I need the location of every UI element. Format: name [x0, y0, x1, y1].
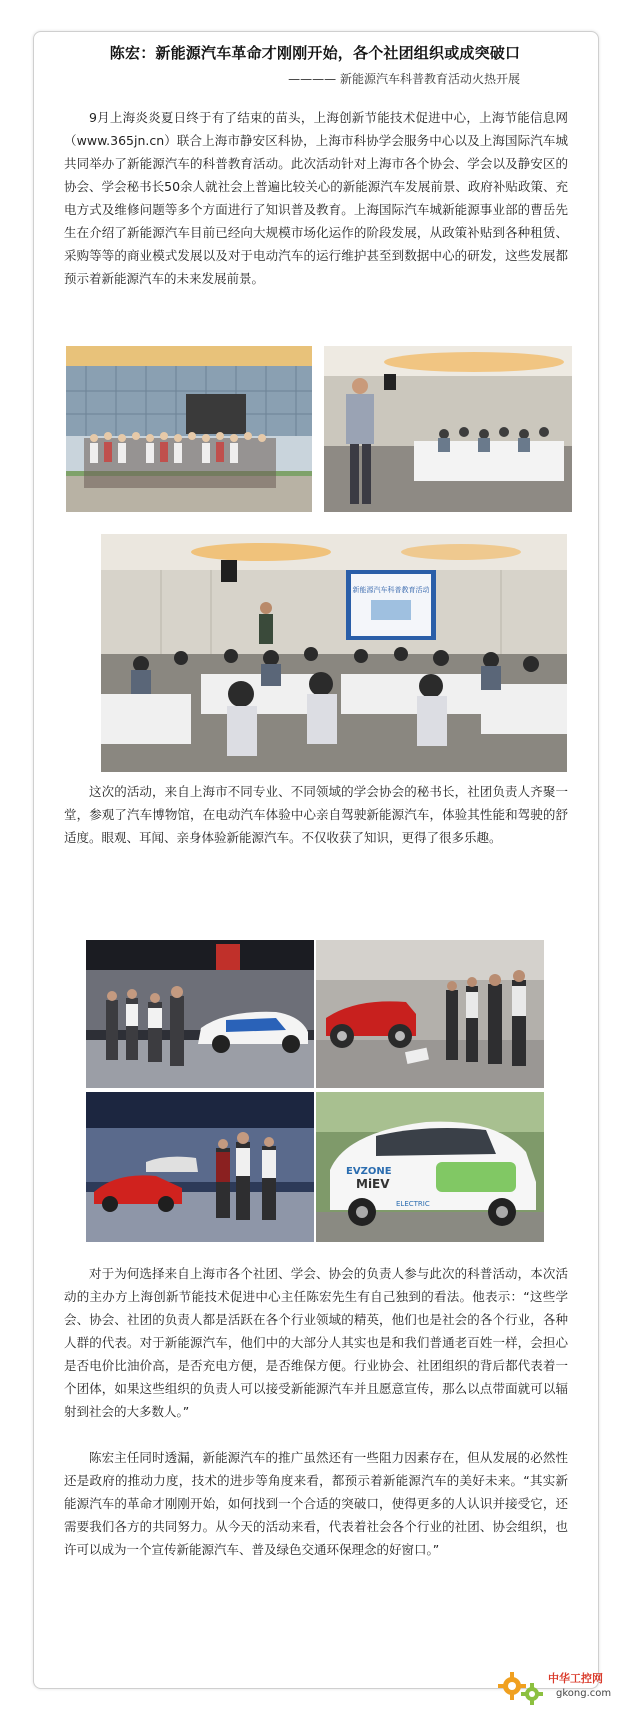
vintage-red-car-photo [316, 940, 544, 1088]
paragraph-interview: 对于为何选择来自上海市各个社团、学会、协会的负责人参与此次的科普活动，本次活动的主办方上海创新节能技术促进中心主任陈宏先生有自己独到的看法。他表示：“这些学会、协会、社团的负责人都是活跃在各个行业领域的精英，他们也是社会的各个行业，各种人群的代表。对于新能源汽车，他们中的大部分人其实也是和我们普通老百姓一样，会担心是否电价比油价高，是否充电方便，是否维保方便。行业协会、社团组织的背后都代表着一个团体，如果这些组织的负责人可以接受新能源汽车并且愿意宣传，那么以点带面就可以辐射到社会的大多数人。” [64, 1266, 568, 1419]
car-model-text: MiEV [356, 1177, 390, 1191]
watermark-url: gkong.com [556, 1688, 612, 1699]
article-subtitle: ———— 新能源汽车科普教育活动火热开展 [288, 72, 520, 86]
seminar-speaker-photo [324, 346, 572, 512]
paragraph-outlook: 陈宏主任同时透漏，新能源汽车的推广虽然还有一些阻力因素存在，但从发展的必然性还是政府的推动力度，技术的进步等角度来看，都预示着新能源汽车的美好未来。“其实新能源汽车的革命才刚刚开始，如何找到一个合适的突破口，使得更多的人认识并接受它，还需要我们各方的共同努力。从今天的活动来看，代表着社会各个行业的社团、协会组织，也许可以成为一个宣传新能源汽车、普及绿色交通环保理念的好窗口。” [64, 1450, 568, 1557]
watermark-name: 中华工控网 [548, 1672, 603, 1685]
slide-title: 新能源汽车科普教育活动 [352, 586, 430, 594]
paragraph-visit: 这次的活动，来自上海市不同专业、不同领域的学会协会的秘书长，社团负责人齐聚一堂，参观了汽车博物馆，在电动汽车体验中心亲自驾驶新能源汽车，体验其性能和驾驶的舒适度。眼观、耳闻、亲身体验新能源汽车。不仅收获了知识，更得了很多乐趣。 [64, 784, 568, 845]
red-sports-car-photo [86, 1092, 314, 1242]
lecture-hall-photo [101, 534, 567, 772]
electric-car-photo [316, 1092, 544, 1242]
article-title: 陈宏：新能源汽车革命才刚刚开始，各个社团组织或成突破口 [109, 44, 521, 62]
car-brand-text: EVZONE [346, 1166, 392, 1177]
paragraph-intro: 9月上海炎炎夏日终于有了结束的苗头，上海创新节能技术促进中心，上海节能信息网（www.365jn.cn）联合上海市静安区科协，上海市科协学会服务中心以及上海国际汽车城共同举办了新能源汽车的科普教育活动。此次活动针对上海市各个协会、学会以及静安区的协会、学会秘书长50余人就社会上普遍比较关心的新能源汽车发展前景、政府补贴政策、充电方式及维修问题等多个方面进行了知识普及教育。上海国际汽车城新能源事业部的曹岳先生在介绍了新能源汽车目前已经向大规模市场化运作的阶段发展，从政策补贴到各种租赁、采购等等的商业模式发展以及对于电动汽车的运行维护甚至到数据中心的研发，这些发展都预示着新能源汽车的未来发展前景。 [64, 110, 568, 286]
car-side-text: ELECTRIC [396, 1200, 430, 1208]
group-photo [66, 346, 312, 512]
museum-race-car-photo [86, 940, 314, 1088]
